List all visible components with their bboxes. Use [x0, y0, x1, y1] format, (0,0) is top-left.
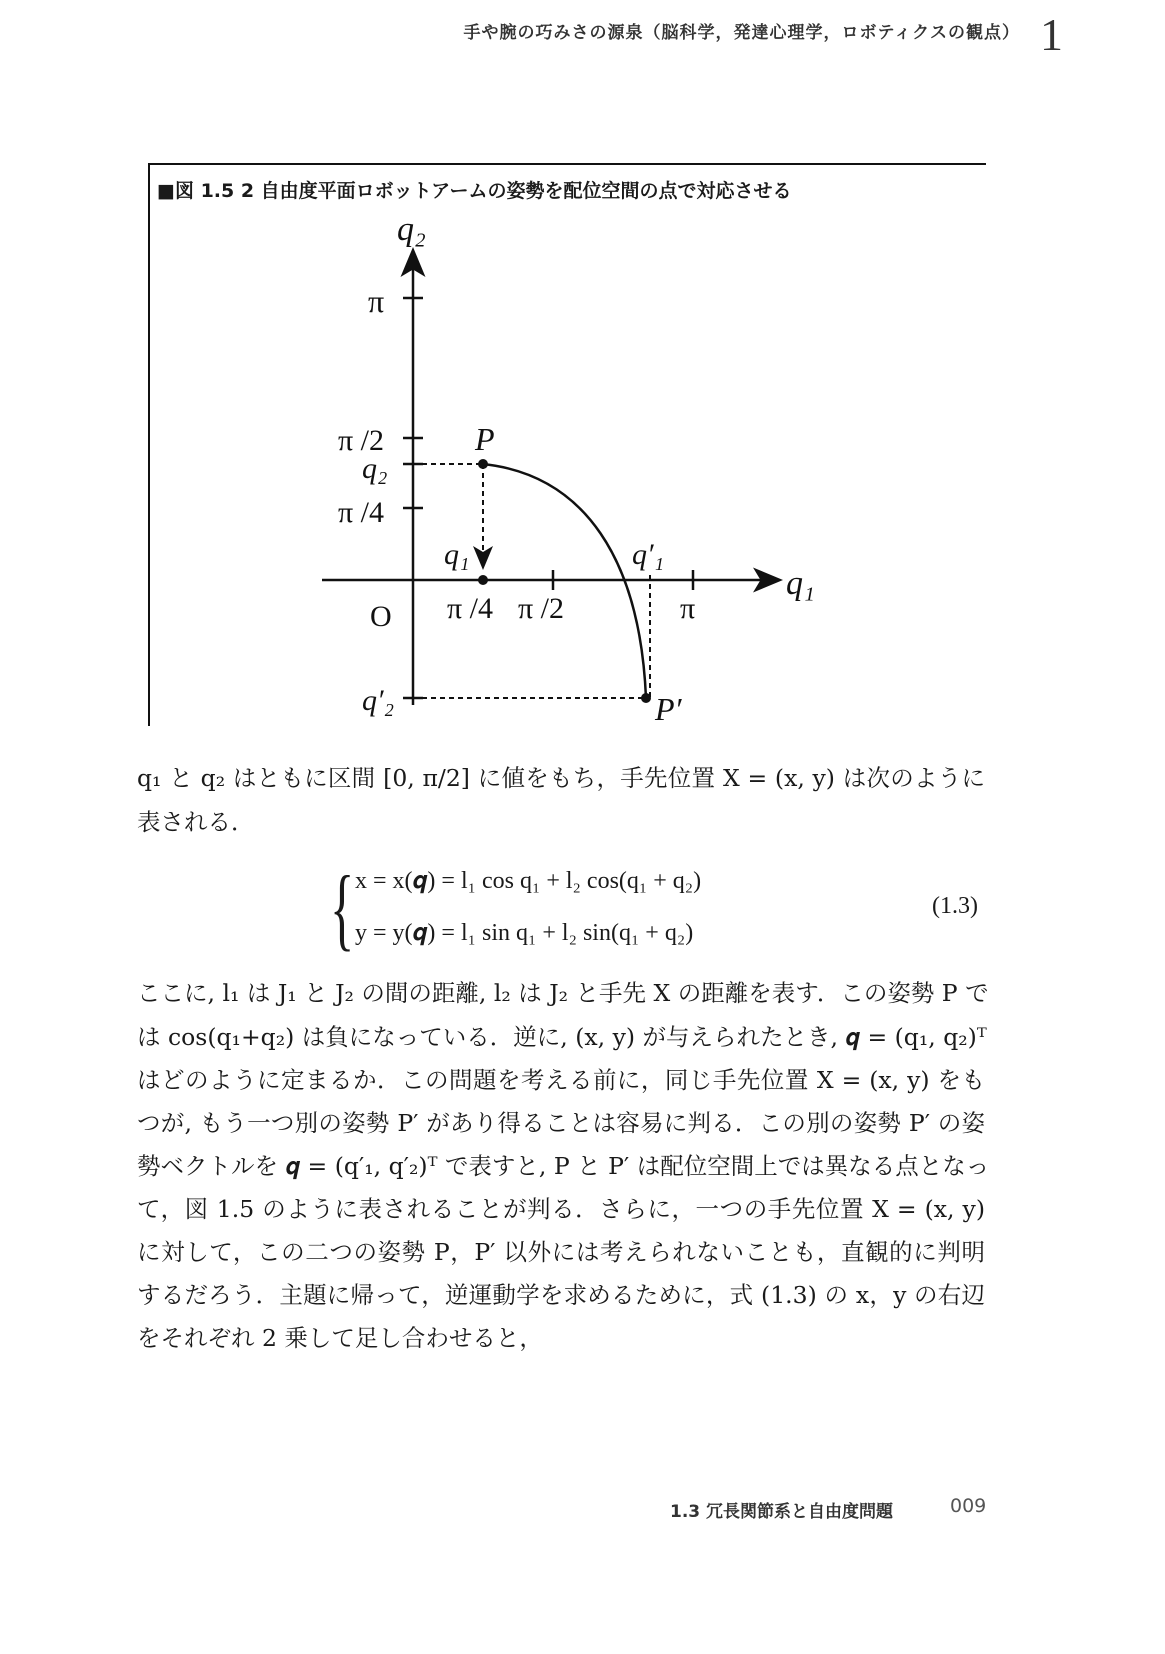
y-tick-q2-prime: q′₂: [362, 684, 394, 717]
body-line: q₁ と q₂ はともに区間 [0, π/2] に値をもち，手先位置 X = (x, y) は次のように: [137, 764, 985, 792]
body-line: つが, もう一つ別の姿勢 P′ があり得ることは容易に判る．この別の姿勢 P′ の姿: [137, 1109, 985, 1137]
point-p-prime-marker: [641, 693, 651, 703]
body-line: 勢ベクトルを 𝒒 = (q′₁, q′₂)ᵀ で表すと, P と P′ は配位空間上では異なる点となっ: [137, 1152, 990, 1180]
point-p-prime-label: P′: [655, 691, 682, 727]
body-line: するだろう．主題に帰って，逆運動学を求めるために，式 (1.3) の x，y の右辺: [137, 1281, 985, 1309]
footer-section-title: 1.3 冗長関節系と自由度問題: [670, 1502, 894, 1522]
page-number: 009: [950, 1495, 987, 1517]
equation-line-1: x = x(𝒒) = l₁ cos q₁ + l₂ cos(q₁ + q₂): [355, 868, 702, 894]
point-q1-marker: [478, 575, 488, 585]
point-p-label: P: [475, 421, 495, 457]
q1-axis-label: q₁: [786, 565, 815, 602]
body-line: は cos(q₁+q₂) は負になっている．逆に, (x, y) が与えられたとき, 𝒒 = (q₁, q₂)ᵀ: [137, 1023, 987, 1051]
body-line: に対して，この二つの姿勢 P，P′ 以外には考えられないことも，直観的に判明: [137, 1238, 985, 1266]
body-line: 表される．: [137, 808, 255, 836]
body-line: はどのように定まるか．この問題を考える前に，同じ手先位置 X = (x, y) をも: [137, 1066, 985, 1094]
body-line: て，図 1.5 のように表されることが判る．さらに，一つの手先位置 X = (x, y): [137, 1195, 985, 1223]
equation-line-2: y = y(𝒒) = l₁ sin q₁ + l₂ sin(q₁ + q₂): [355, 920, 694, 946]
equation-number: (1.3): [932, 893, 978, 919]
y-tick-pi-quarter: π /4: [338, 496, 384, 529]
chapter-number: 1: [1040, 9, 1063, 60]
q1-prime-marker-label: q′₁: [632, 538, 664, 571]
origin-label: O: [370, 600, 392, 633]
running-header: 手や腕の巧みさの源泉（脳科学，発達心理学，ロボティクスの観点）: [463, 23, 1020, 43]
y-tick-pi-half: π /2: [338, 424, 384, 457]
configuration-space-diagram: [0, 0, 1165, 760]
x-tick-pi-half: π /2: [518, 592, 564, 625]
point-p-marker: [478, 459, 488, 469]
x-tick-pi-quarter: π /4: [447, 592, 493, 625]
equation-brace: {: [330, 857, 355, 959]
y-tick-pi: π: [368, 283, 385, 319]
q2-axis-label: q₂: [397, 211, 426, 248]
body-line: をそれぞれ 2 乗して足し合わせると，: [137, 1324, 543, 1352]
x-tick-pi: π: [680, 592, 696, 625]
q1-marker-label: q₁: [444, 538, 470, 571]
body-line: ここに, l₁ は J₁ と J₂ の間の距離, l₂ は J₂ と手先 X の距離を表す．この姿勢 P で: [137, 979, 989, 1007]
y-tick-q2: q₂: [362, 452, 388, 485]
figure-title: ■図 1.5 2 自由度平面ロボットアームの姿勢を配位空間の点で対応させる: [157, 180, 792, 202]
